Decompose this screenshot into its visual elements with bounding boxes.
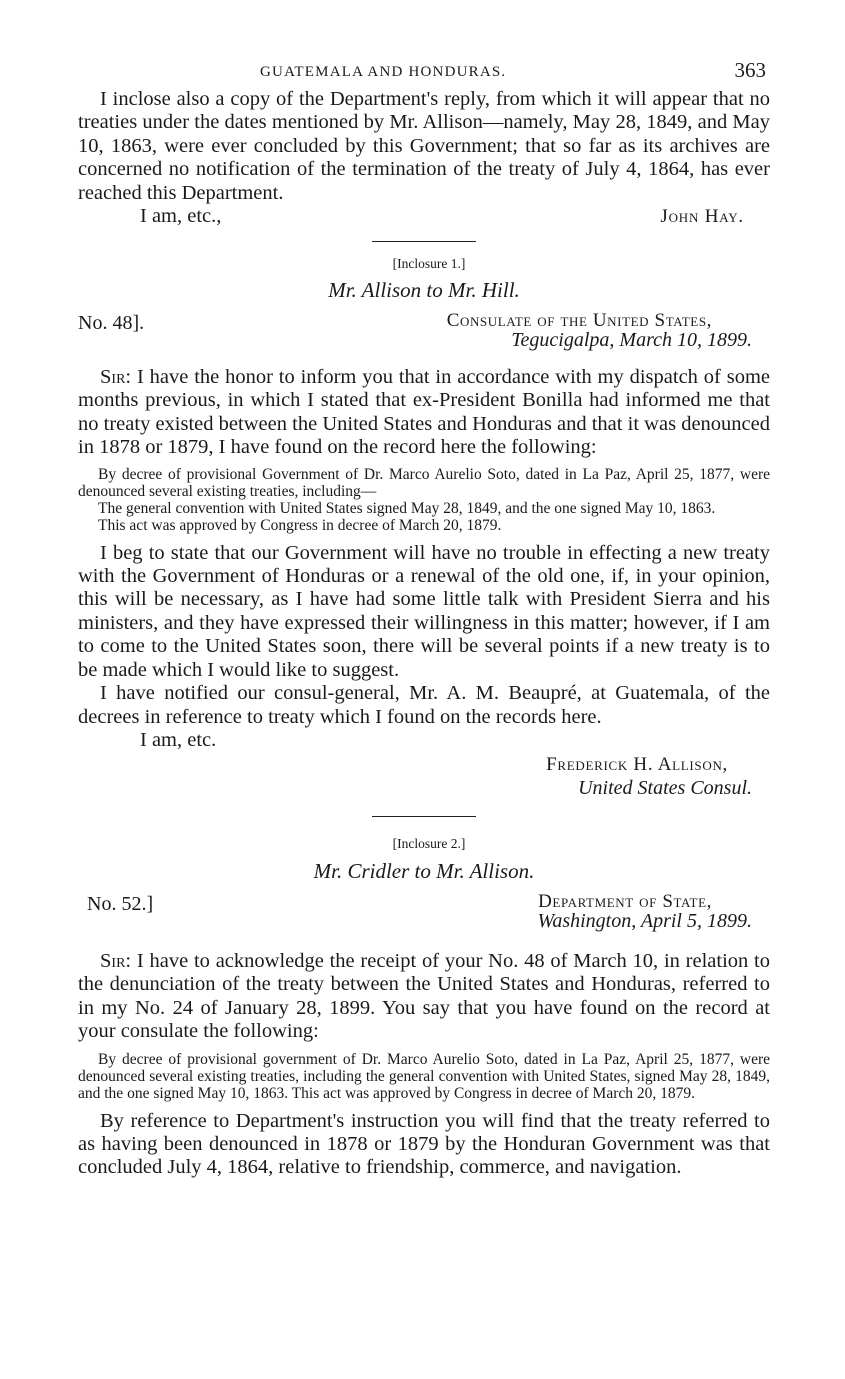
page-header [78, 56, 770, 86]
quote-line: By decree of provisional Government of Dr. Marco Aurelio Soto, dated in La Paz, April 25, 1877, were denounced several existing treaties, including— [78, 465, 770, 500]
salutation: Sir: [100, 366, 132, 389]
page-number: 363 [734, 58, 766, 82]
closing-phrase: I am, etc., [140, 205, 222, 228]
signature-john-hay: John Hay. [660, 206, 744, 228]
inclosure-1-title: Mr. Allison to Mr. Hill. [328, 278, 520, 303]
opening-closing [78, 205, 770, 230]
running-head: GUATEMALA AND HONDURAS. [260, 64, 507, 80]
inclosure-2-label: [Inclosure 2.] [392, 835, 466, 851]
document-page [78, 56, 770, 1180]
inclosure-2-paragraph-1 [78, 950, 770, 1044]
document-number: No. 52.] [87, 892, 154, 915]
inclosure-1-quotation [78, 466, 770, 534]
paragraph-text: I have to acknowledge the receipt of your No. 48 of March 10, in relation to the denunciation of the treaty between the United States and Honduras, referred to in my No. 24 of January 28, 1899. You say that you have found on the record at your consulate the following: [78, 949, 770, 1043]
section-divider [372, 816, 476, 817]
opening-paragraph: I inclose also a copy of the Department's reply, from which it will appear that no treaties under the dates mentioned by Mr. Allison—namely, May 28, 1849, and May 10, 1863, were ever concluded by this Government; that so far as its archives are concerned no notification of the termination of the treaty of July 4, 1864, has ever reached this Department. [78, 88, 770, 204]
inclosure-2-dateline [78, 891, 770, 941]
salutation: Sir: [100, 949, 132, 972]
inclosure-1-paragraph-1 [78, 366, 770, 460]
paragraph-text: I have the honor to inform you that in accordance with my dispatch of some months previous, in which I stated that ex-President Bonilla had informed me that no treaty existed between the United States and Honduras and that it was denounced in 1878 or 1879, I have found on the record here the following: [78, 366, 770, 459]
dateline-place-date: Washington, April 5, 1899. [537, 909, 752, 932]
dateline-office: Consulate of the United States, [446, 310, 712, 332]
inclosure-2-paragraph-2: By reference to Department's instruction you will find that the treaty referred to as having been denounced in 1878 or 1879 by the Honduran Government was that concluded July 4, 1864, relative to friendship, commerce, and navigation. [78, 1109, 770, 1179]
signature-title: United States Consul. [578, 776, 752, 799]
closing-phrase: I am, etc. [140, 728, 217, 751]
inclosure-1-dateline [78, 310, 770, 360]
quote-line: The general convention with United States signed May 28, 1849, and the one signed May 10, 1863. [98, 499, 716, 517]
inclosure-1-paragraph-3: I have notified our consul-general, Mr. A. M. Beaupré, at Guatemala, of the decrees in reference to treaty which I found on the records here. [78, 682, 770, 728]
inclosure-1-signature [78, 754, 770, 802]
dateline-place-date: Tegucigalpa, March 10, 1899. [511, 329, 752, 352]
inclosure-1-paragraph-2: I beg to state that our Government will have no trouble in effecting a new treaty with the Government of Honduras or a renewal of the old one, if, in your opinion, this will be necessary, as I have had some little talk with President Sierra and his ministers, and they have expressed their willingness in this matter; however, if I am to come to the United States soon, there will be several points if a new treaty is to be made which I would like to suggest. [78, 541, 770, 681]
inclosure-1-label: [Inclosure 1.] [392, 256, 466, 272]
inclosure-2-quotation: By decree of provisional government of Dr. Marco Aurelio Soto, dated in La Paz, April 25, 1877, were denounced several existing treaties, including the general convention with United States, signed May 28, 1849, and the one signed May 10, 1863. This act was approved by Congress in decree of March 20, 1879. [78, 1050, 770, 1102]
dateline-office: Department of State, [538, 890, 712, 912]
section-divider [372, 241, 476, 242]
quote-line: This act was approved by Congress in decree of March 20, 1879. [98, 516, 502, 534]
inclosure-2-title: Mr. Cridler to Mr. Allison. [313, 858, 535, 883]
signature-name: Frederick H. Allison, [546, 753, 728, 775]
inclosure-1-closing [78, 729, 770, 754]
document-number: No. 48]. [78, 312, 145, 335]
